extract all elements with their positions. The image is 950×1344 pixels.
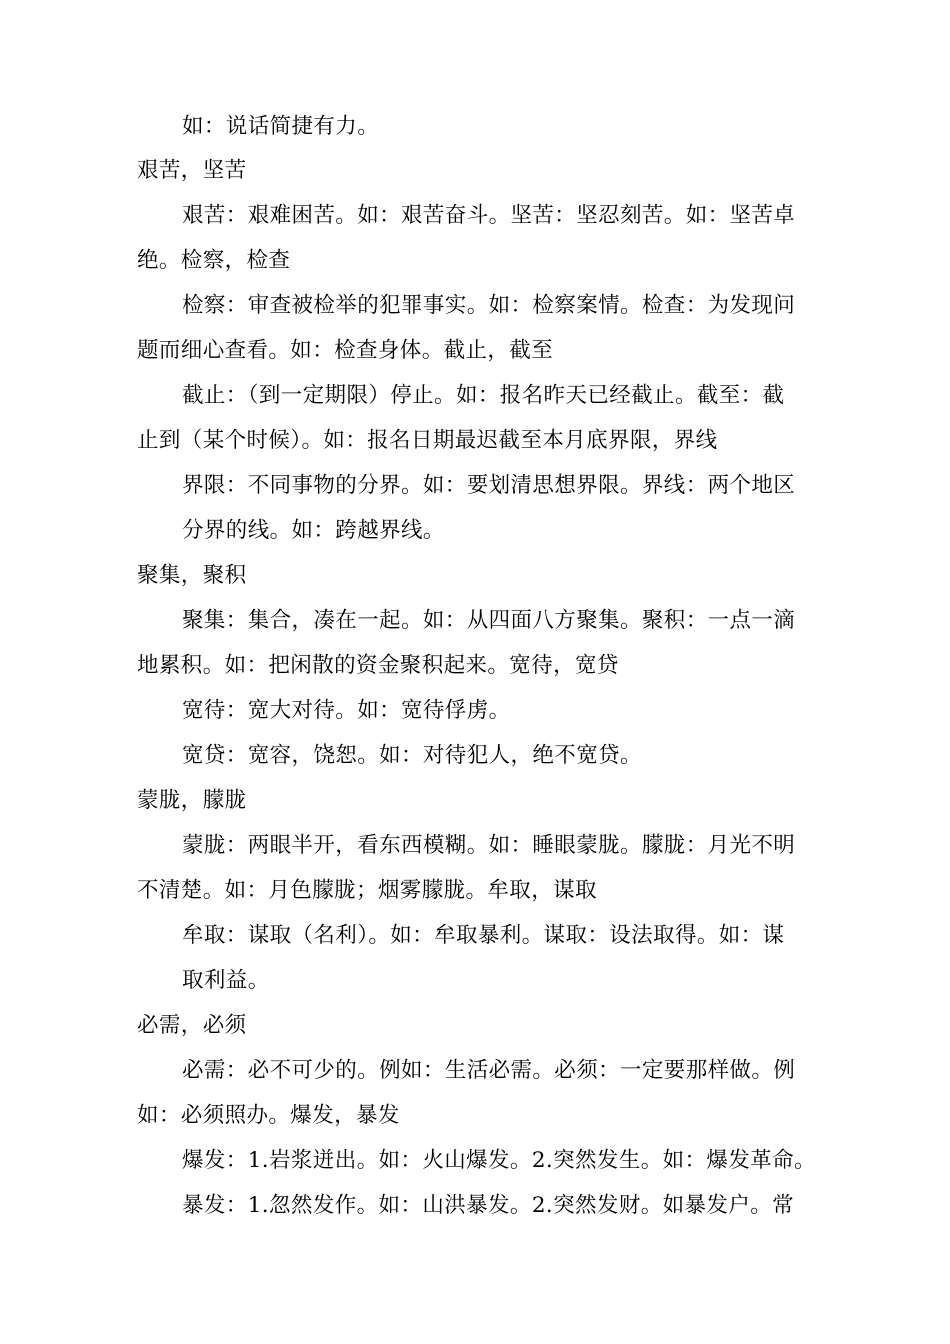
term-heading: 必需，必须	[137, 1013, 247, 1038]
body-line: 截止：（到一定期限）停止。如：报名昨天已经截止。截至：截	[182, 383, 785, 408]
body-line: 牟取：谋取（名利）。如：牟取暴利。谋取：设法取得。如：谋	[182, 923, 785, 948]
body-line: 地累积。如：把闲散的资金聚积起来。宽待，宽贷	[137, 653, 619, 678]
body-line: 如：说话简捷有力。	[182, 114, 380, 139]
body-line: 如：必须照办。爆发，暴发	[137, 1103, 400, 1128]
body-line: 宽待：宽大对待。如：宽待俘虏。	[182, 698, 511, 723]
body-line: 界限：不同事物的分界。如：要划清思想界限。界线：两个地区	[182, 473, 796, 498]
term-heading: 聚集，聚积	[137, 563, 247, 588]
body-line: 必需：必不可少的。例如：生活必需。必须：一定要那样做。例	[182, 1058, 796, 1083]
body-line: 聚集：集合，凑在一起。如：从四面八方聚集。聚积：一点一滴	[182, 608, 796, 633]
body-line: 蒙胧：两眼半开，看东西模糊。如：睡眼蒙胧。朦胧：月光不明	[182, 833, 796, 858]
term-heading: 艰苦，坚苦	[137, 158, 247, 183]
body-line: 分界的线。如：跨越界线。	[182, 518, 445, 543]
body-line: 艰苦：艰难困苦。如：艰苦奋斗。坚苦：坚忍刻苦。如：坚苦卓	[182, 203, 796, 228]
body-line: 题而细心查看。如：检查身体。截止，截至	[137, 338, 554, 363]
term-heading: 蒙胧，朦胧	[137, 788, 247, 813]
body-line: 暴发：1.忽然发作。如：山洪暴发。2.突然发财。如暴发户。常	[182, 1193, 795, 1218]
body-line: 取利益。	[182, 968, 270, 993]
body-line: 爆发：1.岩浆迸出。如：火山爆发。2.突然发生。如：爆发革命。	[182, 1148, 816, 1173]
body-line: 检察：审查被检举的犯罪事实。如：检察案情。检查：为发现问	[182, 293, 796, 318]
body-line: 止到（某个时候）。如：报名日期最迟截至本月底界限，界线	[137, 428, 718, 453]
body-line: 不清楚。如：月色朦胧；烟雾朦胧。牟取，谋取	[137, 878, 597, 903]
body-line: 宽贷：宽容，饶恕。如：对待犯人，绝不宽贷。	[182, 743, 642, 768]
body-line: 绝。检察，检查	[137, 248, 291, 273]
